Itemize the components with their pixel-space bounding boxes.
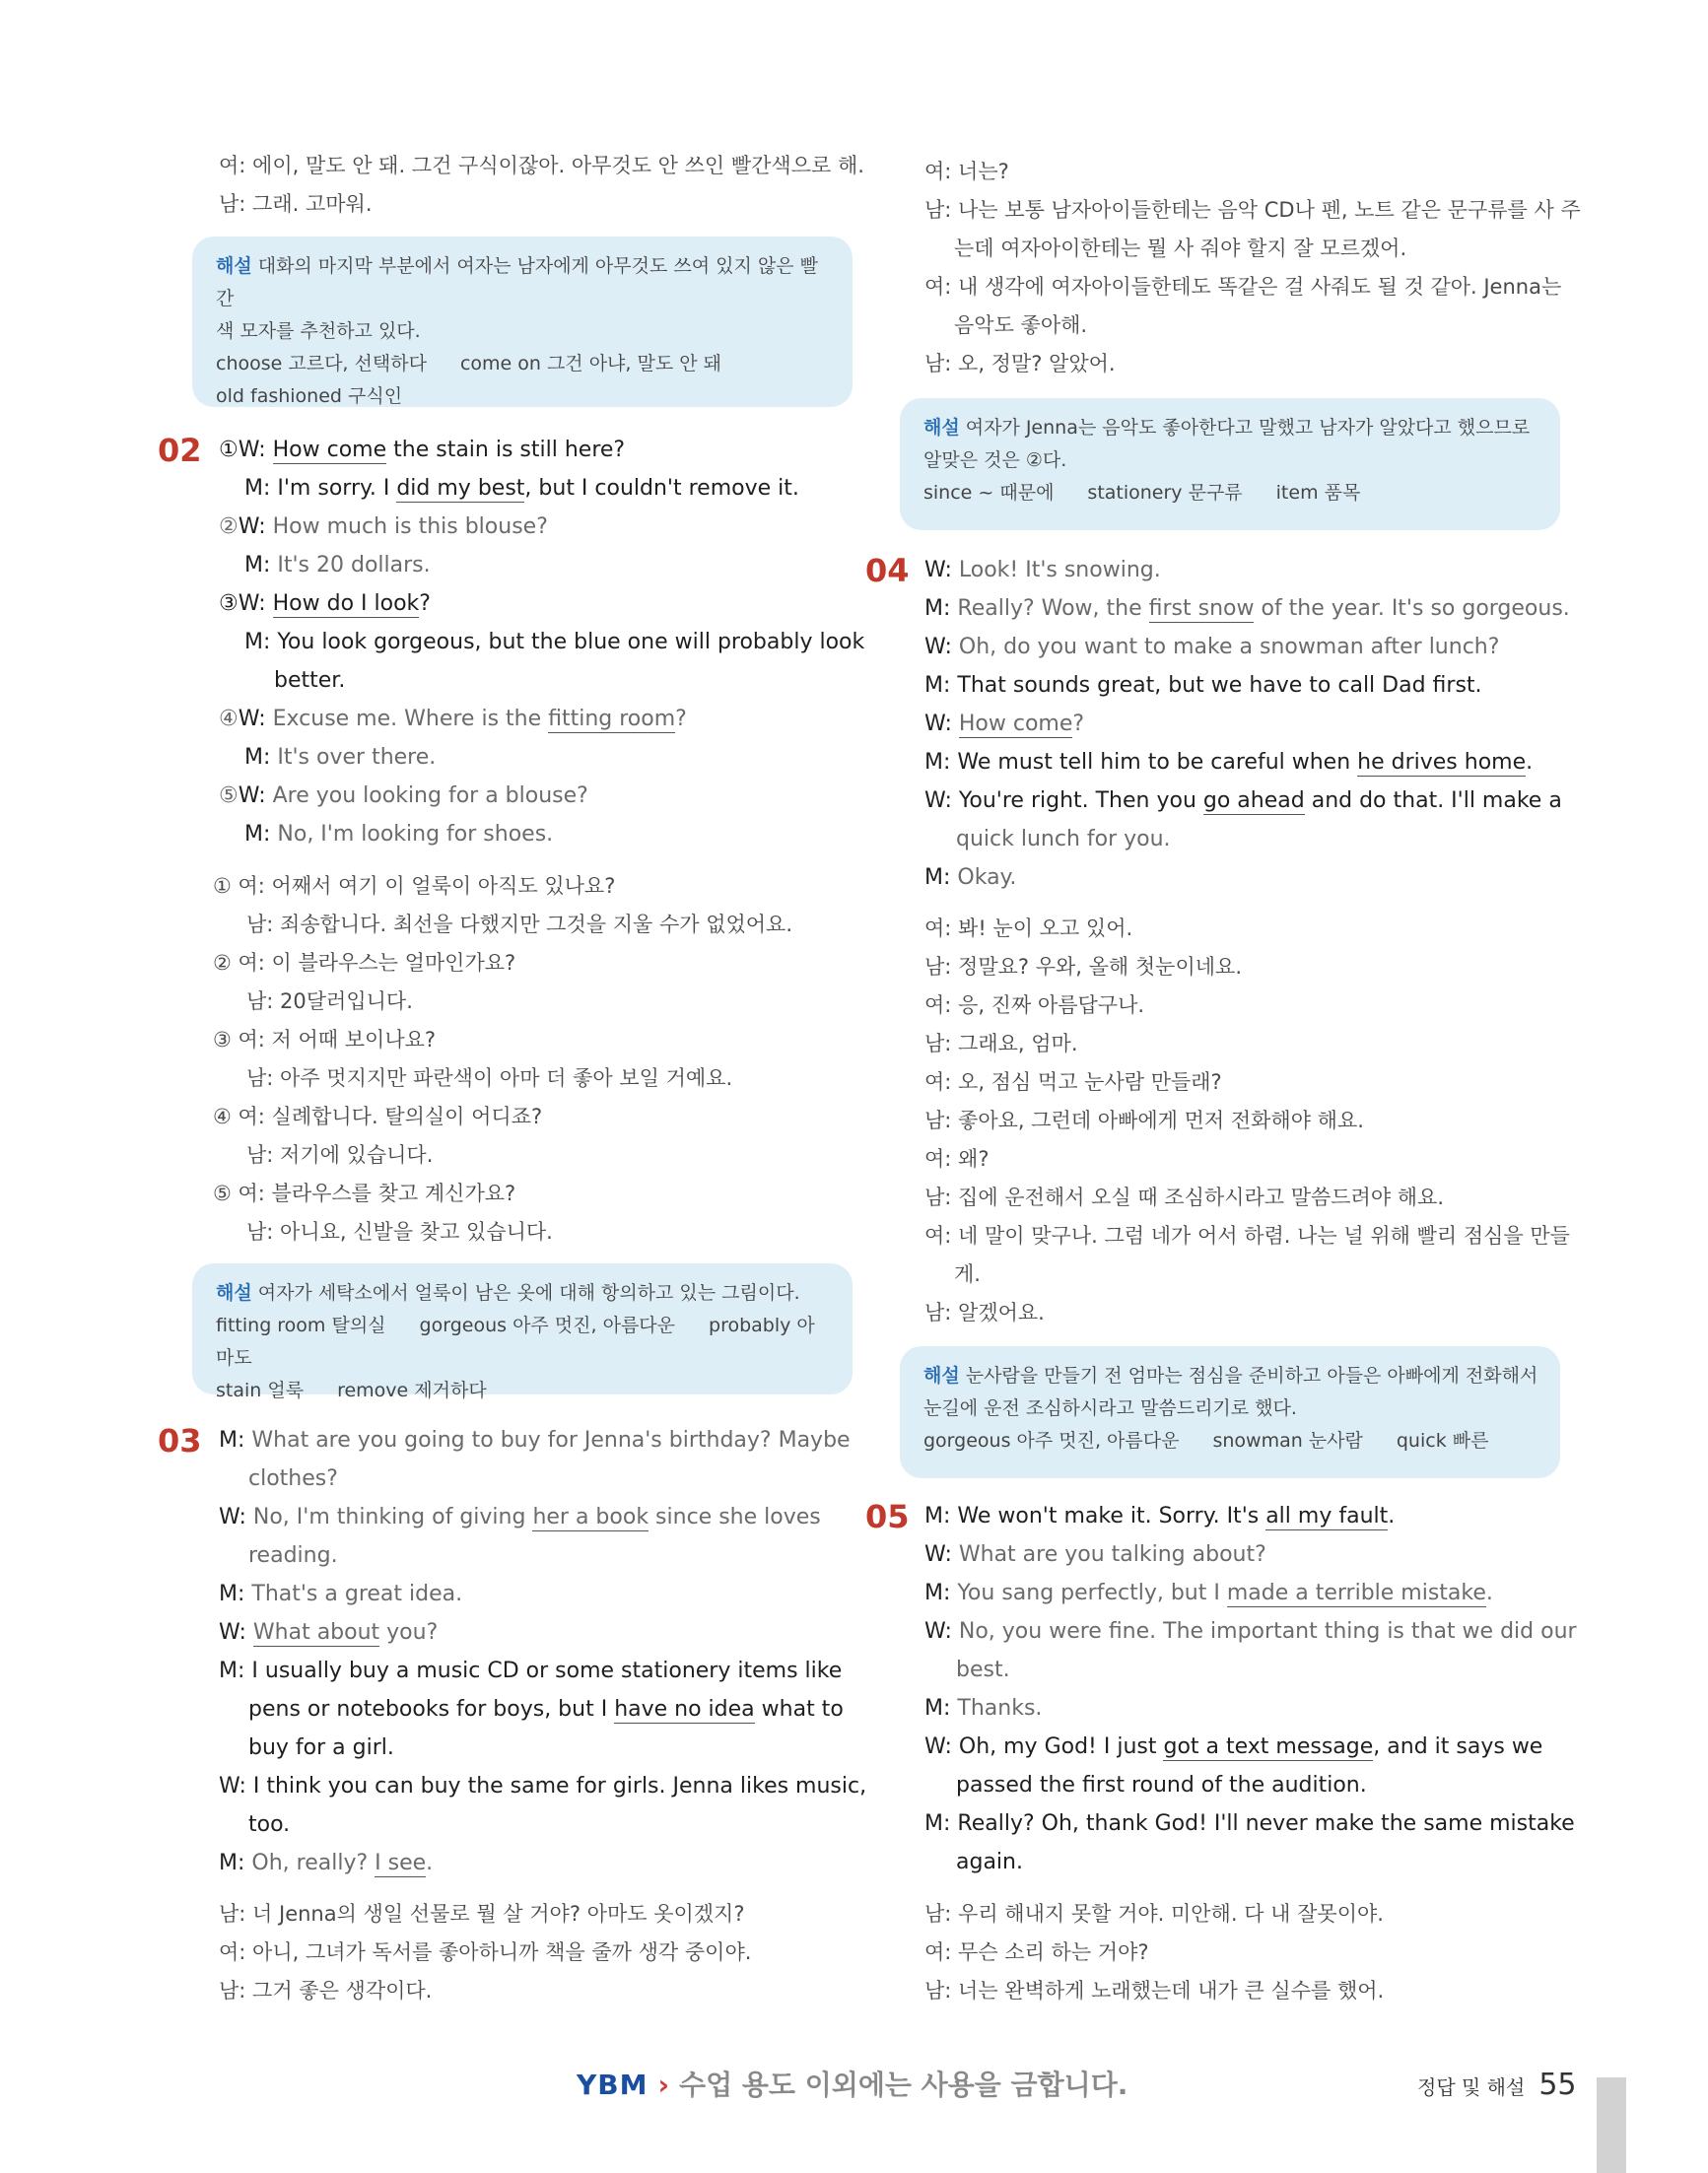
vocab-item: probably 아마도 — [216, 1315, 815, 1369]
en-dialogue-line — [219, 511, 548, 543]
dialogue-text: How much is this blouse? — [265, 514, 548, 539]
dialogue-text: . — [1485, 1581, 1493, 1605]
kr-dialogue-line: ③ 여: 저 어때 보이나요? — [213, 1028, 437, 1052]
kr-dialogue-line: 는데 여자아이한테는 뭘 사 줘야 할지 잘 모르겠어. — [954, 237, 1407, 260]
vocab-item: quick 빠른 — [1396, 1430, 1489, 1452]
kr-dialogue-line: 남: 아주 멋지지만 파란색이 아마 더 좋아 보일 거예요. — [246, 1066, 733, 1090]
speaker-label: M: — [924, 1504, 951, 1528]
dialogue-text: best. — [956, 1658, 1010, 1682]
kr-dialogue-line: 여: 오, 점심 먹고 눈사람 만들래? — [924, 1070, 1222, 1094]
page-edge-tab — [1597, 2077, 1626, 2173]
en-dialogue-line — [274, 665, 345, 697]
dialogue-text: What are you talking about? — [951, 1542, 1266, 1567]
page-footer — [1417, 2068, 1577, 2102]
explanation-box — [192, 1263, 853, 1401]
speaker-label: M: — [244, 476, 271, 501]
vocab-item: remove 제거하다 — [337, 1380, 487, 1401]
en-dialogue-line — [248, 1540, 338, 1572]
question-number-04: 04 — [865, 552, 910, 589]
kr-dialogue-line: ② 여: 이 블라우스는 얼마인가요? — [213, 951, 516, 975]
en-dialogue-line — [956, 1655, 1010, 1686]
kr-dialogue-line: 남: 우리 해내지 못할 거야. 미안해. 다 내 잘못이야. — [924, 1902, 1384, 1926]
speaker-label: M: — [244, 822, 271, 847]
speaker-label: M: — [924, 865, 951, 890]
en-dialogue-line — [219, 1425, 851, 1457]
vocab-item: snowman 눈사람 — [1212, 1430, 1363, 1452]
en-dialogue-line — [924, 785, 1562, 817]
question-number-03: 03 — [158, 1422, 202, 1460]
speaker-label: W: — [238, 514, 266, 539]
speaker-label: M: — [219, 1659, 245, 1683]
dialogue-text: No, you were fine. The important thing is that we did our — [951, 1619, 1577, 1644]
dialogue-text: pens or notebooks for boys, but I — [248, 1697, 615, 1722]
choice-marker: ④ — [219, 707, 239, 731]
kr-dialogue-line: 남: 나는 보통 남자아이들한테는 음악 CD나 펜, 노트 같은 문구류를 사 주 — [924, 198, 1581, 222]
dialogue-text: ? — [1072, 712, 1085, 736]
dialogue-text: What are you going to buy for Jenna's birthday? Maybe — [244, 1428, 851, 1453]
speaker-label: M: — [924, 750, 951, 775]
speaker-label: W: — [238, 438, 266, 462]
dialogue-text: reading. — [248, 1543, 338, 1568]
kr-dialogue-line: 여: 에이, 말도 안 돼. 그건 구식이잖아. 아무것도 안 쓰인 빨간색으로 해. — [219, 154, 864, 177]
vocab-item: choose 고르다, 선택하다 — [216, 353, 427, 374]
vocab-item: gorgeous 아주 멋진, 아름다운 — [419, 1315, 676, 1336]
kr-dialogue-line: 여: 봐! 눈이 오고 있어. — [924, 917, 1133, 940]
kr-dialogue-line: 남: 알겠어요. — [924, 1301, 1045, 1324]
explanation-tag: 해설 — [216, 1282, 252, 1304]
en-dialogue-line — [219, 781, 588, 812]
en-dialogue-line — [244, 550, 431, 581]
explanation-text: 해설 여자가 Jenna는 음악도 좋아한다고 말했고 남자가 알았다고 했으므로 — [923, 417, 1531, 439]
vocab-item: item 품목 — [1275, 482, 1361, 504]
dialogue-text: I think you can buy the same for girls. Jenna likes music, — [245, 1774, 867, 1799]
kr-dialogue-line: 여: 내 생각에 여자아이들한테도 똑같은 걸 사줘도 될 것 같아. Jenna는 — [924, 275, 1562, 299]
dialogue-text — [952, 712, 959, 736]
kr-dialogue-line: 남: 너는 완벽하게 노래했는데 내가 큰 실수를 했어. — [924, 1979, 1385, 2003]
en-dialogue-line — [924, 1501, 1395, 1532]
en-dialogue-line — [248, 1463, 338, 1495]
en-dialogue-line — [248, 1732, 394, 1764]
explanation-tag: 해설 — [216, 255, 252, 277]
kr-dialogue-line: 여: 응, 진짜 아름답구나. — [924, 993, 1145, 1017]
dialogue-text: better. — [274, 668, 346, 693]
dialogue-text: , but I couldn't remove it. — [524, 476, 799, 501]
vocab-item: stationery 문구류 — [1087, 482, 1243, 504]
vocab-row — [923, 477, 1540, 509]
speaker-label: W: — [238, 707, 266, 731]
en-dialogue-line — [248, 1694, 844, 1726]
en-dialogue-line — [219, 1502, 821, 1533]
vocab-row — [216, 380, 833, 413]
speaker-label: M: — [924, 1811, 951, 1836]
dialogue-text: You sang perfectly, but I — [950, 1581, 1227, 1605]
speaker-label: M: — [924, 673, 951, 698]
dialogue-text: You're right. Then you — [951, 788, 1203, 813]
footer-notice — [577, 2064, 1127, 2103]
speaker-label: M: — [244, 630, 271, 654]
dialogue-text: ? — [675, 707, 687, 731]
page-number: 55 — [1538, 2068, 1577, 2102]
en-dialogue-line — [244, 473, 799, 505]
dialogue-text: Are you looking for a blouse? — [265, 783, 588, 808]
kr-dialogue-line: 여: 너는? — [924, 160, 1009, 183]
explanation-box — [900, 1346, 1560, 1478]
explanation-text: 눈길에 운전 조심하시라고 말씀드리기로 했다. — [923, 1397, 1297, 1419]
speaker-label: W: — [924, 635, 952, 659]
speaker-label: W: — [924, 1619, 952, 1644]
dialogue-text: clothes? — [248, 1466, 338, 1491]
dialogue-text — [246, 1620, 253, 1645]
speaker-label: M: — [244, 553, 271, 577]
vocab-row — [216, 1310, 833, 1375]
speaker-label: W: — [924, 558, 952, 582]
speaker-label: M: — [219, 1582, 245, 1606]
speaker-label: W: — [924, 712, 952, 736]
kr-dialogue-line: 남: 정말요? 우와, 올해 첫눈이네요. — [924, 955, 1242, 979]
dialogue-text: Excuse me. Where is the — [265, 707, 549, 731]
en-dialogue-line — [244, 742, 436, 774]
underlined-phrase: made a terrible mistake — [1226, 1581, 1486, 1605]
vocab-item: come on 그건 아냐, 말도 안 돼 — [459, 353, 721, 374]
kr-dialogue-line: 음악도 좋아해. — [954, 313, 1088, 337]
speaker-label: W: — [219, 1505, 246, 1529]
footer-notice-text: 수업 용도 이외에는 사용을 금합니다. — [679, 2069, 1128, 2101]
section-label: 정답 및 해설 — [1417, 2075, 1526, 2099]
dialogue-text: passed the first round of the audition. — [956, 1773, 1367, 1798]
dialogue-text — [266, 438, 273, 462]
underlined-phrase: first snow — [1148, 596, 1255, 621]
question-number-02: 02 — [158, 432, 202, 469]
kr-dialogue-line: 남: 아니요, 신발을 찾고 있습니다. — [246, 1220, 553, 1244]
dialogue-text: Really? Wow, the — [950, 596, 1149, 621]
dialogue-text: the stain is still here? — [386, 438, 626, 462]
dialogue-text: Thanks. — [950, 1696, 1043, 1721]
underlined-phrase: go ahead — [1202, 788, 1305, 813]
vocab-item: fitting room 탈의실 — [216, 1315, 386, 1336]
dialogue-text: and do that. I'll make a — [1304, 788, 1562, 813]
dialogue-text: what to — [754, 1697, 844, 1722]
explanation-tag: 해설 — [923, 1365, 960, 1387]
underlined-phrase: fitting room — [548, 707, 676, 731]
underlined-phrase: did my best — [396, 476, 525, 501]
explanation-text: 해설 눈사람을 만들기 전 엄마는 점심을 준비하고 아들은 아빠에게 전화해서 — [923, 1365, 1538, 1387]
en-dialogue-line — [956, 1847, 1023, 1878]
en-dialogue-line — [219, 1656, 842, 1687]
dialogue-text: too. — [248, 1812, 291, 1837]
dialogue-text: That's a great idea. — [244, 1582, 463, 1606]
dialogue-text: I usually buy a music CD or some stationery items like — [244, 1659, 843, 1683]
speaker-label: W: — [238, 591, 266, 616]
en-dialogue-line — [248, 1809, 290, 1841]
explanation-box — [192, 237, 853, 407]
kr-dialogue-line: 남: 저기에 있습니다. — [246, 1143, 434, 1167]
en-dialogue-line — [956, 1770, 1367, 1801]
ybm-logo: YBM — [577, 2069, 649, 2101]
dialogue-text: I'm sorry. I — [270, 476, 397, 501]
explanation-tag: 해설 — [923, 417, 960, 439]
vocab-item: gorgeous 아주 멋진, 아름다운 — [923, 1430, 1180, 1452]
en-dialogue-line — [219, 704, 687, 735]
en-dialogue-line — [924, 862, 1016, 894]
speaker-label: M: — [924, 1581, 951, 1605]
en-dialogue-line — [219, 1617, 438, 1649]
explanation-text: 색 모자를 추천하고 있다. — [216, 320, 421, 342]
dialogue-text: Oh, really? — [244, 1851, 376, 1875]
dialogue-text: Oh, do you want to make a snowman after lunch? — [951, 635, 1500, 659]
dialogue-text: It's 20 dollars. — [270, 553, 431, 577]
dialogue-text: That sounds great, but we have to call Dad first. — [950, 673, 1482, 698]
speaker-label: W: — [238, 783, 266, 808]
kr-dialogue-line: 여: 네 말이 맞구나. 그럼 네가 어서 하렴. 나는 널 위해 빨리 점심을 만들 — [924, 1224, 1570, 1248]
kr-dialogue-line: 남: 오, 정말? 알았어. — [924, 352, 1116, 375]
kr-dialogue-line: 여: 아니, 그녀가 독서를 좋아하니까 책을 줄까 생각 중이야. — [219, 1940, 752, 1964]
en-dialogue-line — [244, 627, 864, 658]
kr-dialogue-line: ① 여: 어째서 여기 이 얼룩이 아직도 있나요? — [213, 874, 616, 898]
dialogue-text: of the year. It's so gorgeous. — [1254, 596, 1570, 621]
dialogue-text: We must tell him to be careful when — [950, 750, 1358, 775]
explanation-text: 해설 대화의 마지막 부분에서 여자는 남자에게 아무것도 쓰여 있지 않은 빨간 — [216, 255, 818, 309]
kr-dialogue-line: 남: 그래요, 엄마. — [924, 1032, 1078, 1055]
dialogue-text: again. — [956, 1850, 1023, 1874]
dialogue-text: . — [1388, 1504, 1396, 1528]
underlined-phrase: her a book — [532, 1505, 649, 1529]
explanation-text: 해설 여자가 세탁소에서 얼룩이 남은 옷에 대해 항의하고 있는 그림이다. — [216, 1282, 800, 1304]
explanation-text: 알맞은 것은 ②다. — [923, 449, 1067, 471]
speaker-label: M: — [924, 596, 951, 621]
underlined-phrase: all my fault — [1265, 1504, 1389, 1528]
underlined-phrase: How do I look — [272, 591, 420, 616]
kr-dialogue-line: 남: 좋아요, 그런데 아빠에게 먼저 전화해야 해요. — [924, 1109, 1364, 1132]
underlined-phrase: got a text message — [1163, 1734, 1374, 1759]
choice-marker: ① — [219, 438, 239, 462]
dialogue-text: No, I'm thinking of giving — [245, 1505, 533, 1529]
vocab-row — [923, 1425, 1540, 1458]
underlined-phrase: How come — [272, 438, 387, 462]
dialogue-text: Really? Oh, thank God! I'll never make the same mistake — [950, 1811, 1575, 1836]
en-dialogue-line — [924, 1732, 1542, 1763]
kr-dialogue-line: 남: 그거 좋은 생각이다. — [219, 1979, 433, 2003]
choice-marker: ③ — [219, 591, 239, 616]
dialogue-text: ? — [419, 591, 431, 616]
en-dialogue-line — [924, 1808, 1575, 1840]
choice-marker: ② — [219, 514, 239, 539]
vocab-item: old fashioned 구식인 — [216, 385, 403, 407]
dialogue-text: since she loves — [649, 1505, 821, 1529]
kr-dialogue-line: ④ 여: 실례합니다. 탈의실이 어디죠? — [213, 1105, 543, 1128]
dialogue-text: Okay. — [950, 865, 1017, 890]
underlined-phrase: he drives home — [1357, 750, 1527, 775]
speaker-label: W: — [924, 1734, 952, 1759]
dialogue-text: . — [1526, 750, 1534, 775]
speaker-label: M: — [219, 1851, 245, 1875]
chevron-right-icon: › — [657, 2069, 670, 2101]
underlined-phrase: How come — [958, 712, 1073, 736]
dialogue-text: , and it says we — [1373, 1734, 1543, 1759]
kr-dialogue-line: 남: 너 Jenna의 생일 선물로 뭘 살 거야? 아마도 옷이겠지? — [219, 1902, 745, 1926]
dialogue-text: We won't make it. Sorry. It's — [950, 1504, 1266, 1528]
en-dialogue-line — [219, 1848, 433, 1879]
question-number-05: 05 — [865, 1498, 910, 1535]
dialogue-text: quick lunch for you. — [956, 827, 1171, 851]
underlined-phrase: I see — [375, 1851, 427, 1875]
kr-dialogue-line: 여: 무슨 소리 하는 거야? — [924, 1940, 1149, 1964]
kr-dialogue-line: 남: 20달러입니다. — [246, 989, 413, 1013]
underlined-phrase: have no idea — [614, 1697, 755, 1722]
dialogue-text: No, I'm looking for shoes. — [270, 822, 554, 847]
dialogue-text: It's over there. — [270, 745, 437, 770]
en-dialogue-line — [924, 593, 1570, 625]
dialogue-text: buy for a girl. — [248, 1735, 394, 1760]
en-dialogue-line — [219, 1579, 462, 1610]
en-dialogue-line — [924, 709, 1084, 740]
underlined-phrase: What about — [252, 1620, 380, 1645]
en-dialogue-line — [924, 1578, 1493, 1609]
en-dialogue-line — [924, 1539, 1266, 1571]
kr-dialogue-line: 남: 그래. 고마워. — [219, 192, 373, 216]
en-dialogue-line — [219, 435, 625, 466]
en-dialogue-line — [956, 824, 1171, 855]
kr-dialogue-line: 여: 왜? — [924, 1147, 990, 1171]
en-dialogue-line — [924, 1693, 1042, 1725]
en-dialogue-line — [924, 747, 1533, 779]
speaker-label: W: — [924, 1542, 952, 1567]
en-dialogue-line — [924, 670, 1482, 702]
speaker-label: M: — [244, 745, 271, 770]
dialogue-text: You look gorgeous, but the blue one will probably look — [270, 630, 865, 654]
dialogue-text — [266, 591, 273, 616]
speaker-label: M: — [219, 1428, 245, 1453]
dialogue-text: Look! It's snowing. — [951, 558, 1161, 582]
dialogue-text: you? — [379, 1620, 439, 1645]
kr-dialogue-line: 남: 집에 운전해서 오실 때 조심하시라고 말씀드려야 해요. — [924, 1186, 1445, 1209]
en-dialogue-line — [219, 1771, 866, 1802]
vocab-item: stain 얼룩 — [216, 1380, 305, 1401]
en-dialogue-line — [924, 632, 1499, 663]
speaker-label: M: — [924, 1696, 951, 1721]
en-dialogue-line — [244, 819, 553, 850]
en-dialogue-line — [924, 1616, 1577, 1648]
kr-dialogue-line: 게. — [954, 1262, 981, 1286]
explanation-box — [900, 398, 1560, 530]
dialogue-text: . — [426, 1851, 434, 1875]
en-dialogue-line — [924, 555, 1161, 586]
speaker-label: W: — [924, 788, 952, 813]
vocab-item: since ~ 때문에 — [923, 482, 1055, 504]
dialogue-text: Oh, my God! I just — [951, 1734, 1164, 1759]
speaker-label: W: — [219, 1620, 246, 1645]
speaker-label: W: — [219, 1774, 246, 1799]
kr-dialogue-line: 남: 죄송합니다. 최선을 다했지만 그것을 지울 수가 없었어요. — [246, 913, 793, 936]
choice-marker: ⑤ — [219, 783, 239, 808]
kr-dialogue-line: ⑤ 여: 블라우스를 찾고 계신가요? — [213, 1182, 516, 1205]
vocab-row — [216, 348, 833, 380]
vocab-row — [216, 1375, 833, 1407]
en-dialogue-line — [219, 588, 431, 620]
